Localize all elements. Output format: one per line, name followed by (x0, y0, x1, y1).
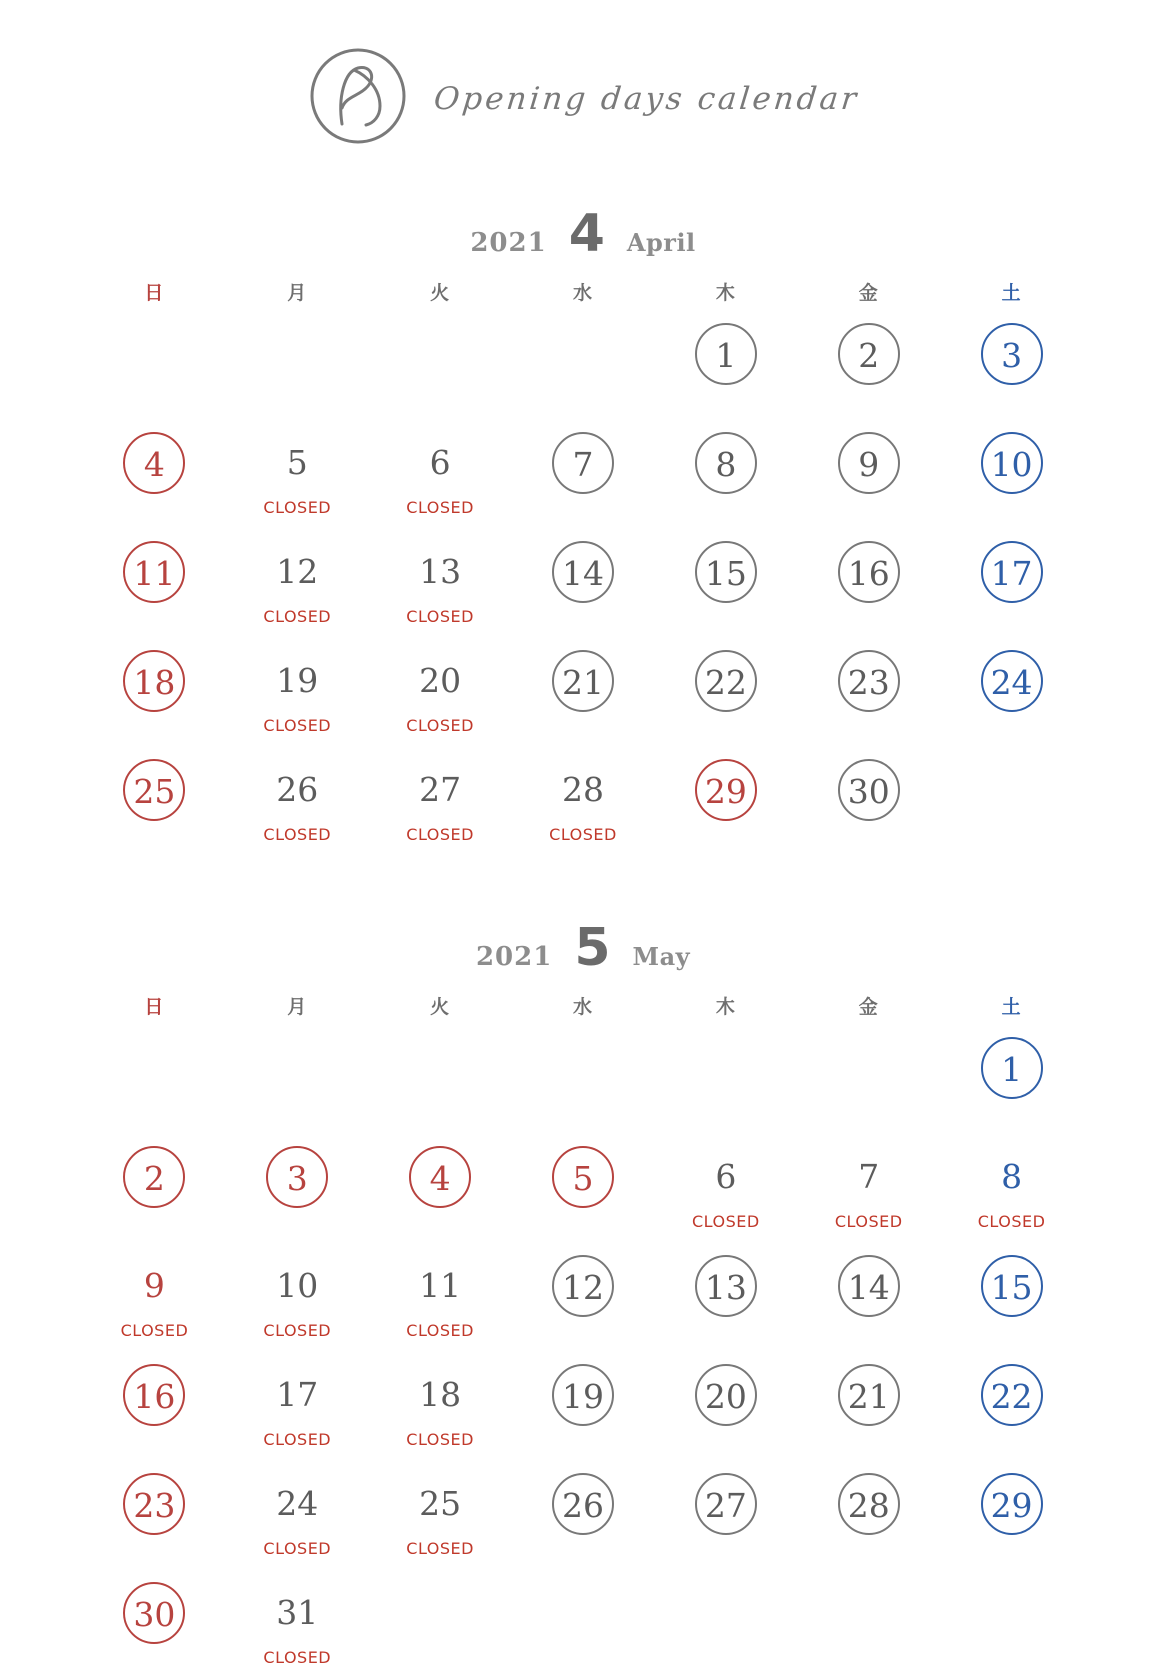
weekday-header: 月 (287, 996, 308, 1018)
day-number-open: 29 (981, 1473, 1043, 1535)
closed-label: CLOSED (406, 825, 474, 844)
day-number-closed: 5 (286, 443, 308, 482)
day-number-closed: 7 (858, 1157, 880, 1196)
closed-label: CLOSED (406, 498, 474, 517)
closed-label: CLOSED (406, 1539, 474, 1558)
circular-r-monogram-logo-icon (308, 46, 408, 146)
day-cell (369, 1358, 512, 1455)
month-number: 5 (574, 918, 611, 978)
weekday-header-row (83, 992, 1083, 1019)
closed-label: CLOSED (549, 825, 617, 844)
day-cell (226, 644, 369, 741)
day-cell (797, 753, 940, 850)
week-row (83, 644, 1083, 741)
day-cell (226, 753, 369, 850)
closed-label: CLOSED (263, 825, 332, 844)
day-cell (512, 535, 655, 632)
day-number-open: 13 (695, 1255, 757, 1317)
day-cell (797, 426, 940, 523)
day-number-closed: 6 (715, 1157, 737, 1196)
day-number-open: 30 (838, 759, 900, 821)
month-title (83, 918, 1083, 978)
day-number-open: 26 (552, 1473, 614, 1535)
day-cell (369, 1140, 512, 1237)
day-number-open: 4 (123, 432, 185, 494)
week-row (83, 1031, 1083, 1128)
day-cell (83, 1576, 226, 1673)
day-number-open: 21 (838, 1364, 900, 1426)
day-cell (512, 1249, 655, 1346)
day-number-open: 19 (552, 1364, 614, 1426)
closed-label: CLOSED (406, 716, 474, 735)
day-number-open: 16 (123, 1364, 185, 1426)
day-cell (940, 1031, 1083, 1128)
day-number-open: 18 (123, 650, 185, 712)
day-number-open: 2 (838, 323, 900, 385)
day-number-open: 14 (838, 1255, 900, 1317)
day-cell (83, 426, 226, 523)
closed-label: CLOSED (263, 607, 332, 626)
day-cell (654, 317, 797, 414)
day-number-open: 22 (981, 1364, 1043, 1426)
weekday-header: 火 (430, 282, 451, 304)
closed-label: CLOSED (834, 1212, 903, 1231)
month-year: 2021 (470, 228, 547, 258)
day-number-open: 29 (695, 759, 757, 821)
day-cell (512, 426, 655, 523)
day-cell (654, 644, 797, 741)
day-cell (226, 1249, 369, 1346)
day-cell (83, 535, 226, 632)
day-number-open: 15 (695, 541, 757, 603)
day-number-closed: 25 (419, 1484, 462, 1523)
closed-label: CLOSED (406, 1430, 474, 1449)
day-cell (797, 1140, 940, 1237)
closed-label: CLOSED (977, 1212, 1046, 1231)
day-number-open: 10 (981, 432, 1043, 494)
closed-label: CLOSED (692, 1212, 760, 1231)
weekday-header: 日 (144, 996, 165, 1018)
closed-label: CLOSED (406, 1321, 474, 1340)
day-number-open: 4 (409, 1146, 471, 1208)
day-cell (654, 1140, 797, 1237)
weekday-header: 金 (858, 996, 879, 1018)
day-cell (797, 644, 940, 741)
day-cell (797, 1249, 940, 1346)
day-number-open: 23 (838, 650, 900, 712)
day-cell (226, 426, 369, 523)
month-block (83, 918, 1083, 1673)
day-number-closed: 24 (276, 1484, 319, 1523)
day-number-open: 1 (981, 1037, 1043, 1099)
day-cell (797, 317, 940, 414)
weekday-header: 金 (858, 282, 879, 304)
day-cell (512, 1140, 655, 1237)
day-cell (369, 1467, 512, 1564)
closed-label: CLOSED (263, 1648, 332, 1667)
day-number-open: 23 (123, 1473, 185, 1535)
day-number-closed: 18 (419, 1375, 462, 1414)
day-number-open: 2 (123, 1146, 185, 1208)
day-cell (654, 535, 797, 632)
day-cell (654, 426, 797, 523)
week-row (83, 1140, 1083, 1237)
day-number-closed: 26 (276, 770, 319, 809)
day-number-open: 5 (552, 1146, 614, 1208)
day-number-open: 25 (123, 759, 185, 821)
page-header (0, 0, 1166, 146)
day-number-open: 11 (123, 541, 185, 603)
day-cell (226, 1576, 369, 1673)
day-number-closed: 20 (419, 661, 462, 700)
day-number-closed: 31 (276, 1593, 319, 1632)
day-cell (83, 1358, 226, 1455)
week-row (83, 535, 1083, 632)
closed-label: CLOSED (263, 1430, 332, 1449)
weekday-header: 月 (287, 282, 308, 304)
month-number: 4 (568, 204, 605, 264)
day-number-open: 15 (981, 1255, 1043, 1317)
day-cell (512, 644, 655, 741)
weekday-header: 水 (572, 996, 593, 1018)
closed-label: CLOSED (263, 1321, 332, 1340)
month-year: 2021 (475, 942, 553, 972)
closed-label: CLOSED (263, 716, 332, 735)
day-cell (654, 1358, 797, 1455)
weekday-header: 木 (715, 996, 736, 1018)
day-number-open: 20 (695, 1364, 757, 1426)
month-title (83, 204, 1083, 264)
day-number-open: 3 (981, 323, 1043, 385)
month-name: April (626, 228, 696, 257)
day-number-closed: 9 (143, 1266, 165, 1305)
day-number-open: 3 (266, 1146, 328, 1208)
day-number-open: 9 (838, 432, 900, 494)
week-row (83, 753, 1083, 850)
day-cell (512, 753, 655, 850)
day-cell (654, 753, 797, 850)
closed-label: CLOSED (120, 1321, 189, 1340)
week-row (83, 1576, 1083, 1673)
day-number-open: 14 (552, 541, 614, 603)
day-number-closed: 28 (561, 770, 604, 809)
day-cell (369, 426, 512, 523)
day-number-closed: 19 (276, 661, 319, 700)
day-number-closed: 12 (276, 552, 319, 591)
day-cell (797, 1467, 940, 1564)
day-cell (940, 426, 1083, 523)
closed-label: CLOSED (263, 498, 332, 517)
week-row (83, 1467, 1083, 1564)
day-number-closed: 17 (276, 1375, 319, 1414)
week-row (83, 426, 1083, 523)
day-number-open: 8 (695, 432, 757, 494)
weekday-header-row (83, 278, 1083, 305)
day-cell (83, 1140, 226, 1237)
day-number-open: 12 (552, 1255, 614, 1317)
day-cell (797, 535, 940, 632)
week-row (83, 1358, 1083, 1455)
month-name: May (632, 942, 691, 971)
day-number-open: 24 (981, 650, 1043, 712)
week-row (83, 1249, 1083, 1346)
day-cell (940, 1249, 1083, 1346)
day-number-open: 7 (552, 432, 614, 494)
day-number-open: 27 (695, 1473, 757, 1535)
day-number-open: 1 (695, 323, 757, 385)
month-block (83, 204, 1083, 850)
day-cell (369, 753, 512, 850)
closed-label: CLOSED (263, 1539, 332, 1558)
day-cell (940, 644, 1083, 741)
day-cell (940, 317, 1083, 414)
day-cell (83, 1467, 226, 1564)
day-cell (940, 1467, 1083, 1564)
day-cell (654, 1249, 797, 1346)
weekday-header: 土 (1001, 282, 1022, 304)
day-number-closed: 6 (429, 443, 451, 482)
day-cell (940, 1358, 1083, 1455)
day-cell (369, 1249, 512, 1346)
day-cell (797, 1358, 940, 1455)
weekday-header: 土 (1001, 996, 1022, 1018)
day-number-open: 21 (552, 650, 614, 712)
day-number-open: 28 (838, 1473, 900, 1535)
weekday-header: 木 (715, 282, 736, 304)
day-number-closed: 8 (1001, 1157, 1023, 1196)
day-number-closed: 27 (419, 770, 462, 809)
day-cell (940, 535, 1083, 632)
day-number-open: 30 (123, 1582, 185, 1644)
week-row (83, 317, 1083, 414)
day-cell (369, 535, 512, 632)
closed-label: CLOSED (406, 607, 474, 626)
day-cell (83, 753, 226, 850)
calendar-container (0, 204, 1166, 1673)
day-cell (226, 1358, 369, 1455)
day-cell (369, 644, 512, 741)
day-cell (512, 1358, 655, 1455)
day-cell (512, 1467, 655, 1564)
weekday-header: 水 (572, 282, 593, 304)
day-number-closed: 11 (419, 1266, 462, 1305)
day-number-closed: 10 (276, 1266, 319, 1305)
day-number-open: 22 (695, 650, 757, 712)
weekday-header: 日 (144, 282, 165, 304)
weekday-header: 火 (430, 996, 451, 1018)
day-cell (654, 1467, 797, 1564)
day-cell (83, 1249, 226, 1346)
day-number-closed: 13 (419, 552, 462, 591)
day-cell (226, 535, 369, 632)
day-cell (940, 1140, 1083, 1237)
brand-title: Opening days calendar (431, 81, 861, 117)
day-cell (226, 1467, 369, 1564)
day-cell (226, 1140, 369, 1237)
day-number-open: 16 (838, 541, 900, 603)
day-number-open: 17 (981, 541, 1043, 603)
day-cell (83, 644, 226, 741)
